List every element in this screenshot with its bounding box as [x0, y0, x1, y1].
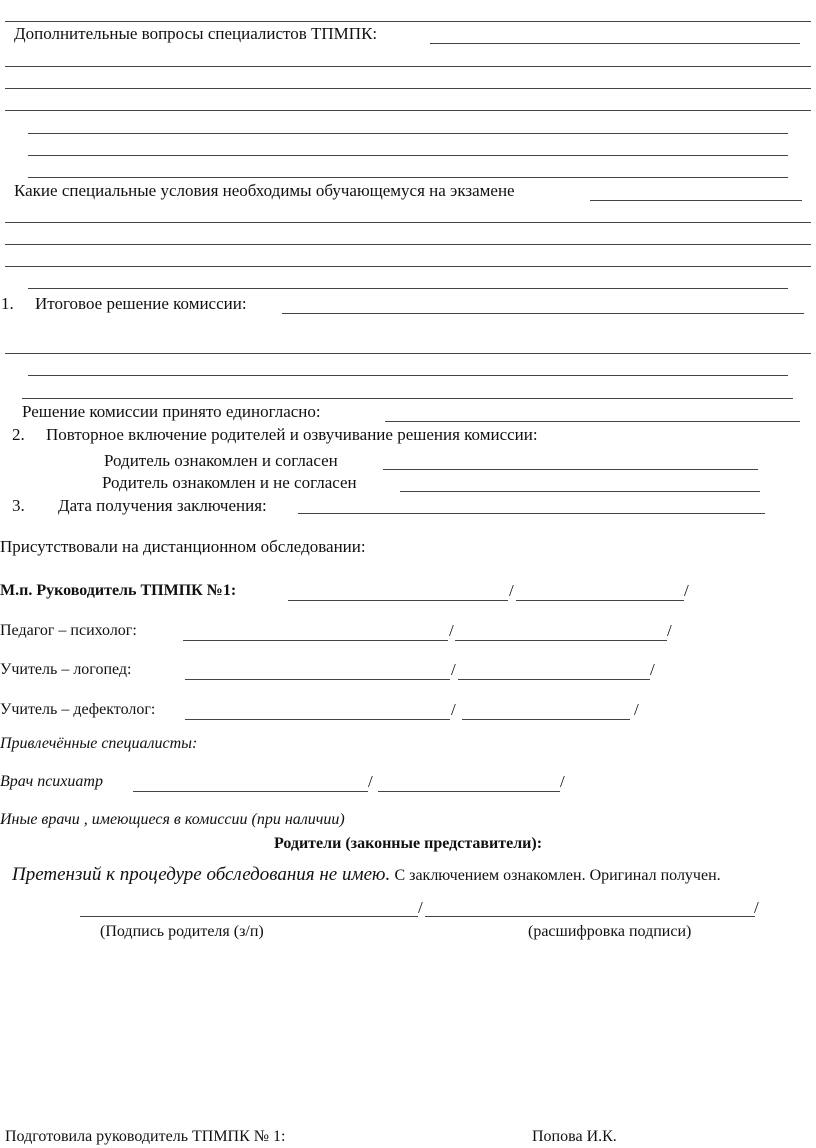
parents-statement	[12, 865, 721, 886]
additional-questions-label: Дополнительные вопросы специалистов ТПМПК:	[14, 24, 378, 43]
defectologist-name-field[interactable]	[462, 719, 630, 720]
preparer-name: Попова И.К.	[532, 1128, 617, 1145]
item-1-number: 1.	[1, 294, 14, 313]
unanimous-field[interactable]	[385, 421, 800, 422]
psychologist-signature-field[interactable]	[183, 640, 448, 641]
attendees-heading: Присутствовали на дистанционном обследовании:	[0, 537, 366, 556]
blank-line[interactable]	[28, 177, 788, 178]
blank-line[interactable]	[5, 88, 811, 89]
acknowledged-text: С заключением ознакомлен. Оригинал получен.	[394, 867, 721, 884]
psychologist-label: Педагог – психолог:	[0, 622, 137, 639]
logoped-signature-field[interactable]	[185, 679, 450, 680]
parent-agrees-label: Родитель ознакомлен и согласен	[104, 451, 338, 470]
conclusion-date-field[interactable]	[298, 513, 765, 514]
slash: /	[754, 898, 759, 917]
blank-line[interactable]	[5, 244, 811, 245]
parent-disagrees-label: Родитель ознакомлен и не согласен	[102, 473, 357, 492]
logoped-name-field[interactable]	[458, 679, 650, 680]
psychiatrist-signature-field[interactable]	[133, 791, 368, 792]
signature-caption: (Подпись родителя (з/п)	[100, 923, 264, 940]
slash: /	[684, 581, 689, 600]
other-doctors-label: Иные врачи , имеющиеся в комиссии (при наличии)	[0, 811, 345, 828]
blank-line[interactable]	[5, 353, 811, 354]
final-decision-label: Итоговое решение комиссии:	[35, 294, 247, 313]
prepared-by-label: Подготовила руководитель ТПМПК № 1:	[5, 1128, 286, 1145]
slash: /	[650, 660, 655, 679]
parent-disagrees-field[interactable]	[400, 491, 760, 492]
psychiatrist-name-field[interactable]	[378, 791, 560, 792]
slash: /	[451, 700, 456, 719]
decoding-caption: (расшифровка подписи)	[528, 923, 692, 940]
slash: /	[451, 660, 456, 679]
additional-questions-field[interactable]	[430, 43, 800, 44]
blank-line[interactable]	[5, 110, 811, 111]
slash: /	[634, 700, 639, 719]
slash: /	[368, 772, 373, 791]
final-decision-field[interactable]	[282, 313, 804, 314]
head-name-field[interactable]	[516, 600, 684, 601]
head-signature-field[interactable]	[288, 600, 508, 601]
blank-line	[5, 21, 811, 22]
parent-name-field[interactable]	[425, 916, 755, 917]
invited-specialists-heading: Привлечённые специалисты:	[0, 735, 198, 752]
psychologist-name-field[interactable]	[455, 640, 667, 641]
slash: /	[667, 621, 672, 640]
parents-heading: Родители (законные представители):	[273, 835, 543, 852]
blank-line[interactable]	[28, 133, 788, 134]
slash: /	[449, 621, 454, 640]
slash: /	[509, 581, 514, 600]
parent-agrees-field[interactable]	[383, 469, 758, 470]
conclusion-date-label: Дата получения заключения:	[58, 496, 267, 515]
head-label: М.п. Руководитель ТПМПК №1:	[0, 582, 237, 599]
unanimous-label: Решение комиссии принято единогласно:	[22, 402, 321, 421]
blank-line[interactable]	[28, 155, 788, 156]
blank-line[interactable]	[28, 288, 788, 289]
slash: /	[560, 772, 565, 791]
parent-signature-field[interactable]	[80, 916, 418, 917]
psychiatrist-label: Врач психиатр	[0, 773, 103, 790]
no-claims-text: Претензий к процедуре обследования не имею.	[12, 864, 391, 885]
slash: /	[418, 898, 423, 917]
special-conditions-field[interactable]	[590, 200, 802, 201]
defectologist-label: Учитель – дефектолог:	[0, 701, 156, 718]
blank-line[interactable]	[5, 222, 811, 223]
blank-line[interactable]	[5, 66, 811, 67]
blank-line[interactable]	[28, 375, 788, 376]
parents-reinclusion-label: Повторное включение родителей и озвучивание решения комиссии:	[46, 425, 538, 444]
blank-line[interactable]	[22, 398, 793, 399]
special-conditions-label: Какие специальные условия необходимы обучающемуся на экзамене	[14, 181, 515, 200]
blank-line[interactable]	[5, 266, 811, 267]
item-2-number: 2.	[12, 425, 25, 444]
defectologist-signature-field[interactable]	[185, 719, 450, 720]
item-3-number: 3.	[12, 496, 25, 515]
logoped-label: Учитель – логопед:	[0, 661, 132, 678]
